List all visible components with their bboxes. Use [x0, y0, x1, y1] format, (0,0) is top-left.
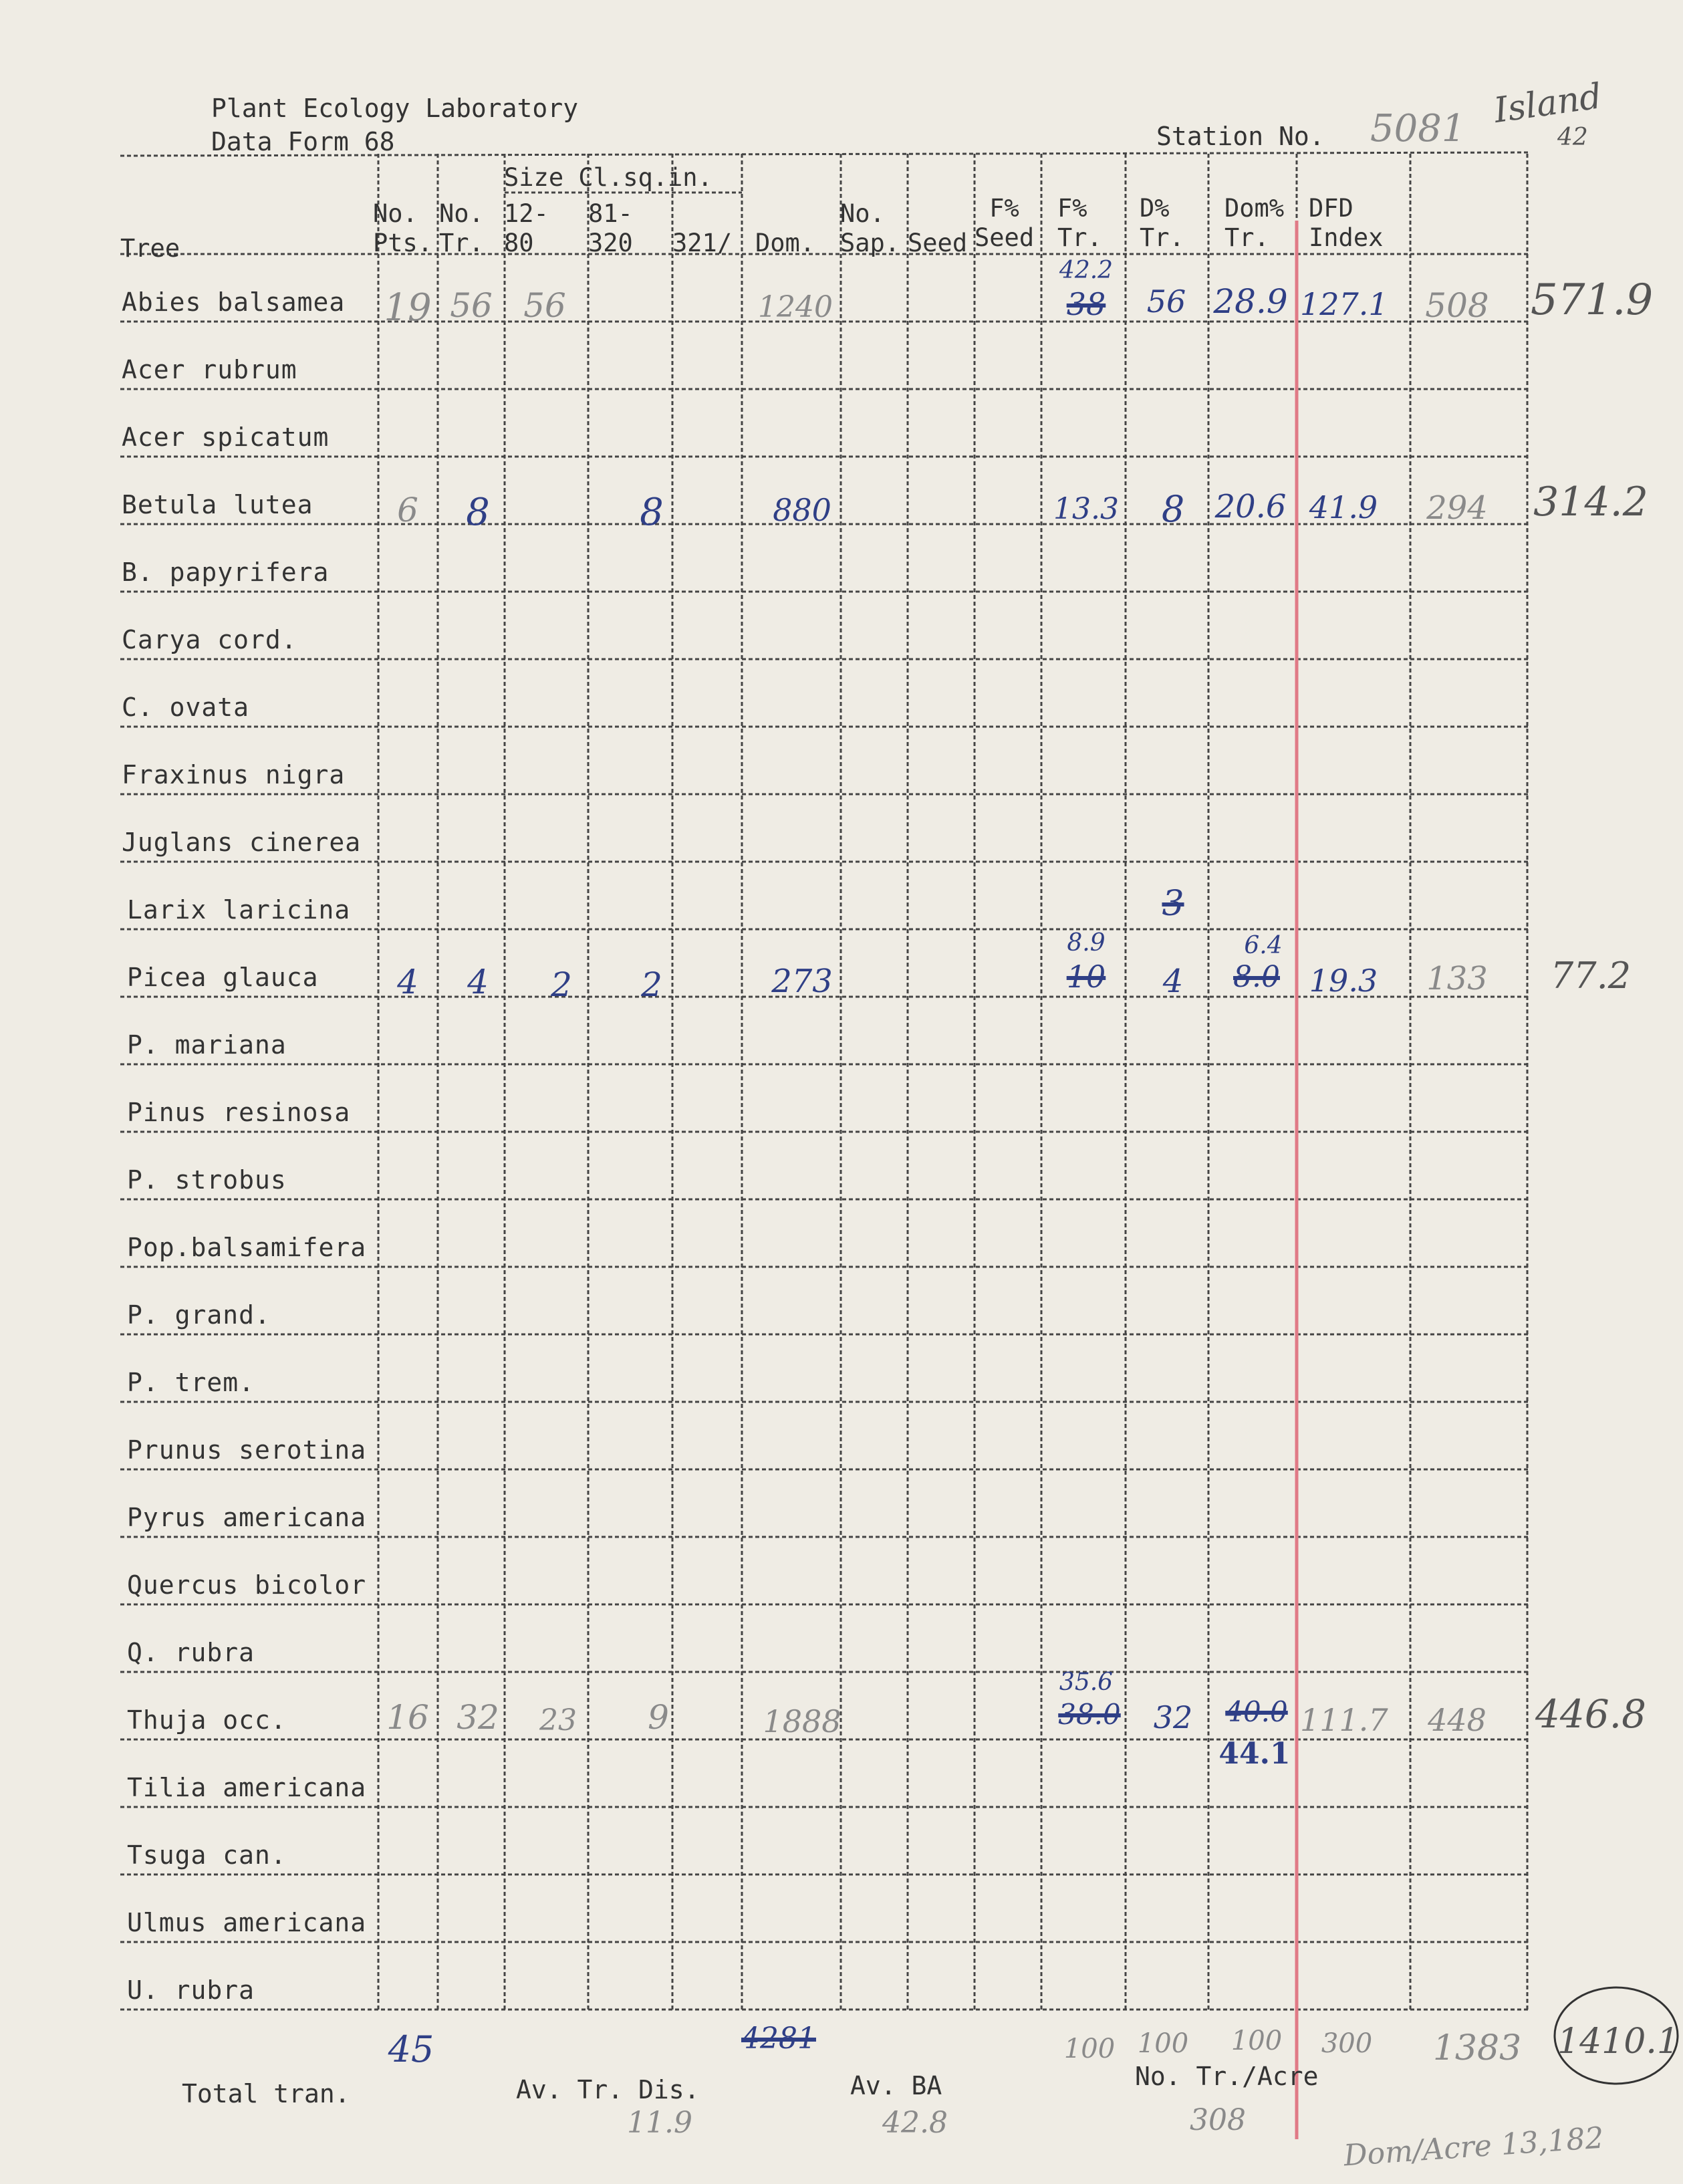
abies-ftr: 42.2 — [1059, 257, 1114, 284]
col-no-pts: No. Pts. — [373, 199, 433, 257]
tree-name: Larix laricina — [127, 895, 351, 925]
abies-domtr: 28.9 — [1213, 282, 1288, 321]
picea-c11: 133 — [1426, 960, 1488, 997]
station-note: Island — [1491, 76, 1605, 131]
tree-name: Betula lutea — [122, 490, 313, 519]
col-size-321: 321/ — [672, 229, 733, 257]
col-f-tr: F% Tr. — [1057, 194, 1102, 252]
col-size-12-80: 12- 80 — [504, 199, 549, 257]
tree-name: Fraxinus nigra — [122, 760, 346, 790]
abies-dom: 1240 — [758, 290, 833, 324]
no-tr-acre-value: 308 — [1190, 2103, 1246, 2137]
tree-name: Pyrus americana — [127, 1503, 367, 1532]
picea-s1: 2 — [551, 965, 572, 1004]
tree-name: Q. rubra — [127, 1638, 255, 1667]
thuja-s2: 9 — [648, 1698, 669, 1737]
tree-name: P. strobus — [127, 1165, 287, 1195]
picea-dtr: 4 — [1162, 963, 1184, 1000]
col-no-tr: No. Tr. — [439, 199, 484, 257]
total-dom-struck: 4281 — [741, 2022, 816, 2056]
thuja-dfd: 111.7 — [1300, 1702, 1388, 1738]
col-size-group: Size Cl.sq.in. — [504, 163, 713, 192]
col-f-seed: F% Seed — [975, 194, 1035, 252]
betula-c11: 294 — [1426, 489, 1488, 527]
thuja-dom: 1888 — [763, 1703, 841, 1739]
tree-name: Acer spicatum — [122, 422, 330, 452]
lab-title: Plant Ecology Laboratory — [211, 94, 579, 123]
tree-name: Abies balsamea — [122, 287, 346, 317]
tree-name: Carya cord. — [122, 625, 297, 654]
betula-tr: 8 — [466, 491, 490, 534]
picea-tr: 4 — [467, 963, 489, 1001]
tree-name: Juglans cinerea — [122, 828, 362, 857]
picea-domtr: 6.4 — [1244, 932, 1283, 959]
tree-name: P. mariana — [127, 1030, 287, 1060]
circle-mark — [1549, 1979, 1683, 2092]
no-tr-acre-label: No. Tr./Acre — [1135, 2062, 1319, 2091]
av-ba-label: Av. BA — [850, 2071, 942, 2100]
tree-name: Picea glauca — [127, 963, 319, 992]
picea-right: 77.2 — [1550, 955, 1632, 997]
betula-pts: 6 — [397, 491, 418, 529]
tree-name: Pop.balsamifera — [127, 1233, 367, 1262]
col-no-sap: No. Sap. — [840, 199, 900, 257]
col-seed: Seed — [908, 229, 968, 257]
picea-dom: 273 — [771, 963, 833, 1000]
picea-pts: 4 — [397, 963, 418, 1001]
thuja-tr: 32 — [457, 1698, 499, 1737]
tree-name: C. ovata — [122, 693, 250, 722]
tree-name: Thuja occ. — [127, 1705, 287, 1735]
tree-name: U. rubra — [127, 1975, 255, 2005]
betula-dtr: 8 — [1161, 488, 1185, 530]
total-tran-label: Total tran. — [182, 2079, 350, 2108]
tree-name: Prunus serotina — [127, 1435, 367, 1465]
total-pts: 45 — [388, 2028, 434, 2070]
col-dom-tr: Dom% Tr. — [1224, 194, 1285, 252]
thuja-domtr: 44.1 — [1218, 1737, 1291, 1771]
picea-s2: 2 — [641, 965, 662, 1004]
station-note-2: 42 — [1557, 124, 1588, 151]
thuja-ftr-old: 38.0 — [1058, 1698, 1121, 1731]
betula-s2: 8 — [640, 491, 664, 534]
betula-dom: 880 — [773, 492, 831, 528]
thuja-right: 446.8 — [1535, 1691, 1647, 1737]
abies-dfd: 127.1 — [1300, 286, 1388, 322]
abies-tr: 56 — [450, 286, 493, 325]
av-tr-dis-label: Av. Tr. Dis. — [516, 2075, 700, 2104]
total-right: 1410.1 — [1557, 2022, 1679, 2062]
betula-ftr: 13.3 — [1053, 492, 1119, 526]
picea-domtr-old: 8.0 — [1233, 960, 1280, 994]
betula-dfd: 41.9 — [1309, 489, 1378, 525]
picea-ftr-old: 10 — [1066, 959, 1106, 995]
abies-dtr: 56 — [1146, 283, 1186, 320]
tree-name: Quercus bicolor — [127, 1570, 367, 1600]
total-d: 100 — [1137, 2028, 1189, 2059]
av-tr-dis-value: 11.9 — [627, 2106, 692, 2140]
abies-s1: 56 — [523, 286, 566, 325]
tree-name: Ulmus americana — [127, 1908, 367, 1937]
picea-ftr: 8.9 — [1067, 929, 1106, 957]
col-dom: Dom. — [755, 229, 815, 257]
tree-name: P. grand. — [127, 1300, 271, 1330]
dom-per-acre: Dom/Acre 13,182 — [1342, 2120, 1605, 2173]
av-ba-value: 42.8 — [882, 2106, 948, 2140]
tree-name: Tsuga can. — [127, 1840, 287, 1870]
tree-name: Tilia americana — [127, 1773, 367, 1802]
thuja-c11: 448 — [1428, 1702, 1486, 1738]
station-label: Station No. — [1156, 122, 1325, 151]
thuja-s1: 23 — [539, 1703, 577, 1737]
abies-right: 571.9 — [1531, 275, 1654, 325]
betula-right: 314.2 — [1533, 479, 1648, 525]
col-dfd-index: DFD Index — [1309, 194, 1384, 252]
larix-dtr-struck: 3 — [1162, 884, 1184, 924]
tree-name: Pinus resinosa — [127, 1098, 351, 1127]
betula-domtr: 20.6 — [1214, 488, 1287, 525]
abies-ftr-old: 38 — [1066, 286, 1106, 322]
col-tree: Tree — [120, 234, 180, 263]
abies-c11: 508 — [1425, 286, 1489, 325]
picea-dfd: 19.3 — [1309, 963, 1378, 999]
tree-name: P. trem. — [127, 1368, 255, 1397]
col-d-tr: D% Tr. — [1140, 194, 1184, 252]
total-dom: 100 — [1231, 2026, 1283, 2056]
form-number: Data Form 68 — [211, 127, 395, 156]
station-value: 5081 — [1370, 107, 1466, 150]
thuja-ftr: 35.6 — [1059, 1669, 1114, 1696]
total-f: 100 — [1063, 2034, 1116, 2064]
thuja-dtr: 32 — [1153, 1699, 1193, 1735]
total-dfd: 300 — [1321, 2028, 1373, 2059]
col-size-81-320: 81- 320 — [588, 199, 633, 257]
abies-pts: 19 — [384, 286, 432, 330]
tree-name: Acer rubrum — [122, 355, 297, 384]
thuja-pts: 16 — [386, 1698, 429, 1737]
total-c11: 1383 — [1432, 2028, 1522, 2068]
tree-name: B. papyrifera — [122, 558, 330, 587]
thuja-domtr-old: 40.0 — [1225, 1695, 1288, 1728]
